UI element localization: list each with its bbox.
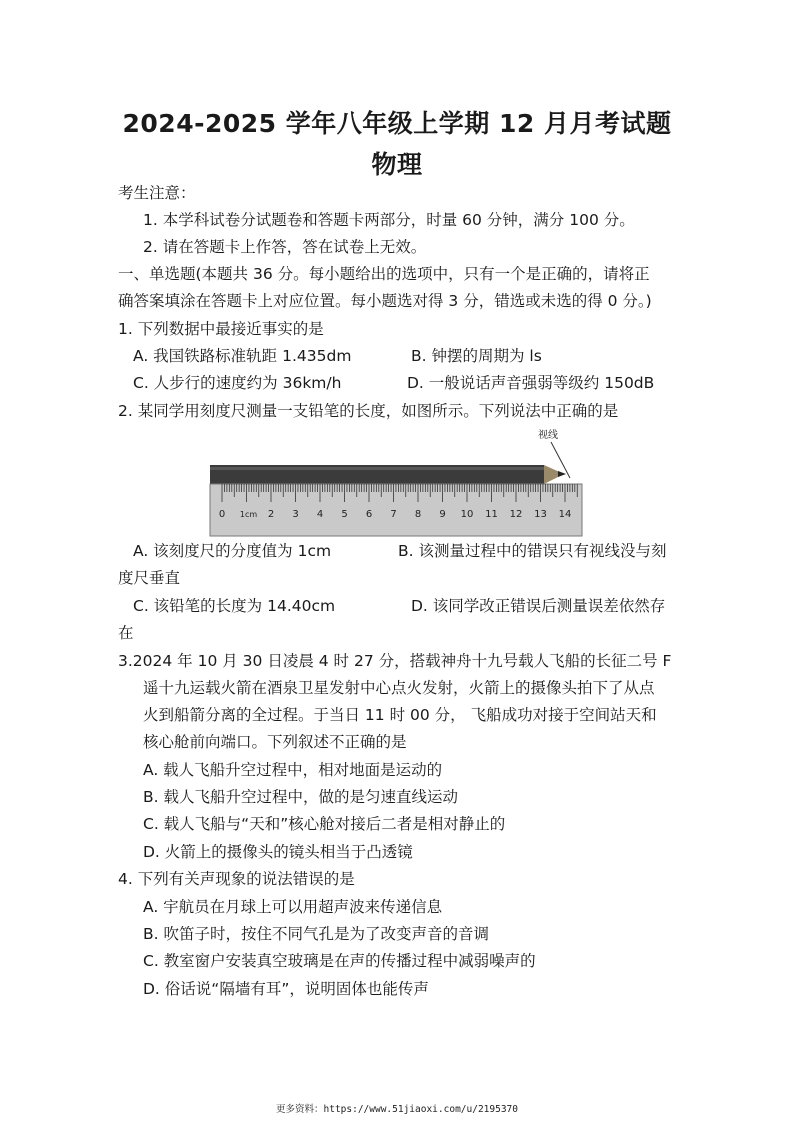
q2-option-d-line-2: 在 bbox=[118, 624, 134, 642]
q2-option-d-line-1: D. 该同学改正错误后测量误差依然存 bbox=[411, 597, 666, 615]
ruler-number: 6 bbox=[365, 509, 373, 520]
q4-option-c: C. 教室窗户安装真空玻璃是在声的传播过程中减弱噪声的 bbox=[143, 952, 536, 970]
q3-option-c: C. 载人飞船与“天和”核心舱对接后二者是相对静止的 bbox=[143, 815, 506, 833]
q3-option-d: D. 火箭上的摄像头的镜头相当于凸透镜 bbox=[143, 843, 413, 861]
q2-stem: 2. 某同学用刻度尺测量一支铅笔的长度，如图所示。下列说法中正确的是 bbox=[118, 402, 619, 420]
ruler-number: 12 bbox=[509, 509, 523, 520]
ruler-number: 11 bbox=[485, 509, 498, 520]
q1-option-b: B. 钟摆的周期为 ls bbox=[411, 347, 542, 365]
q2-option-b-line-1: B. 该测量过程中的错误只有视线没与刻 bbox=[398, 542, 667, 560]
q2-option-a: A. 该刻度尺的分度值为 1cm bbox=[133, 542, 332, 560]
ruler-number: 7 bbox=[390, 509, 397, 520]
subject-title: 物理 bbox=[371, 150, 423, 179]
exam-title: 2024-2025 学年八年级上学期 12 月月考试题 bbox=[122, 109, 672, 138]
ruler-number: 9 bbox=[439, 509, 446, 520]
q4-stem: 4. 下列有关声现象的说法错误的是 bbox=[118, 870, 355, 888]
q1-option-d: D. 一般说话声音强弱等级约 150dB bbox=[407, 374, 655, 392]
notice-item-1: 1. 本学科试卷分试题卷和答题卡两部分，时量 60 分钟，满分 100 分。 bbox=[143, 211, 635, 229]
q2-option-c: C. 该铅笔的长度为 14.40cm bbox=[133, 597, 336, 615]
q3-option-b: B. 载人飞船升空过程中，做的是匀速直线运动 bbox=[143, 788, 458, 806]
q4-option-b: B. 吹笛子时，按住不同气孔是为了改变声音的音调 bbox=[143, 925, 489, 943]
q3-option-a: A. 载人飞船升空过程中，相对地面是运动的 bbox=[143, 761, 443, 779]
q2-option-b-line-2: 度尺垂直 bbox=[118, 569, 181, 587]
ruler-figure bbox=[208, 428, 590, 540]
section-heading-line-1: 一、单选题(本题共 36 分。每小题给出的选项中，只有一个是正确的，请将正 bbox=[118, 265, 650, 283]
q3-stem-line-2: 遥十九运载火箭在酒泉卫星发射中心点火发射，火箭上的摄像头拍下了从点 bbox=[143, 679, 655, 697]
q1-stem: 1. 下列数据中最接近事实的是 bbox=[118, 320, 324, 338]
q1-option-c: C. 人步行的速度约为 36km/h bbox=[133, 374, 342, 392]
section-heading-line-2: 确答案填涂在答题卡上对应位置。每小题选对得 3 分，错选或未选的得 0 分。) bbox=[118, 292, 652, 310]
ruler-number: 8 bbox=[414, 509, 422, 520]
ruler-number: 13 bbox=[534, 509, 547, 520]
q3-stem-line-1: 3.2024 年 10 月 30 日凌晨 4 时 27 分，搭载神舟十九号载人飞船的长征二号 F bbox=[118, 652, 672, 670]
ruler-number: 5 bbox=[341, 509, 348, 520]
q3-stem-line-3: 火到船箭分离的全过程。于当日 11 时 00 分， 飞船成功对接于空间站天和 bbox=[143, 706, 657, 724]
sight-label: 视线 bbox=[538, 430, 558, 441]
q4-option-d: D. 俗话说“隔墙有耳”，说明固体也能传声 bbox=[143, 980, 429, 998]
q4-option-a: A. 宇航员在月球上可以用超声波来传递信息 bbox=[143, 898, 443, 916]
ruler-numbers bbox=[219, 509, 572, 520]
notice-heading: 考生注意： bbox=[118, 184, 196, 202]
ruler-number: 10 bbox=[460, 509, 474, 520]
ruler-number: 1cm bbox=[239, 510, 258, 519]
ruler-number: 0 bbox=[218, 509, 226, 520]
q3-stem-line-4: 核心舱前向端口。下列叙述不正确的是 bbox=[143, 733, 407, 751]
ruler-number: 3 bbox=[292, 509, 299, 520]
q1-option-a: A. 我国铁路标准轨距 1.435dm bbox=[133, 347, 352, 365]
ruler-number: 4 bbox=[316, 509, 324, 520]
notice-item-2: 2. 请在答题卡上作答，答在试卷上无效。 bbox=[143, 238, 427, 256]
ruler-number: 14 bbox=[558, 509, 572, 520]
ruler-number: 2 bbox=[267, 509, 275, 520]
footer-link[interactable]: 更多资料：https://www.51jiaoxi.com/u/2195370 bbox=[276, 1104, 518, 1115]
ruler-diagram bbox=[208, 428, 590, 540]
